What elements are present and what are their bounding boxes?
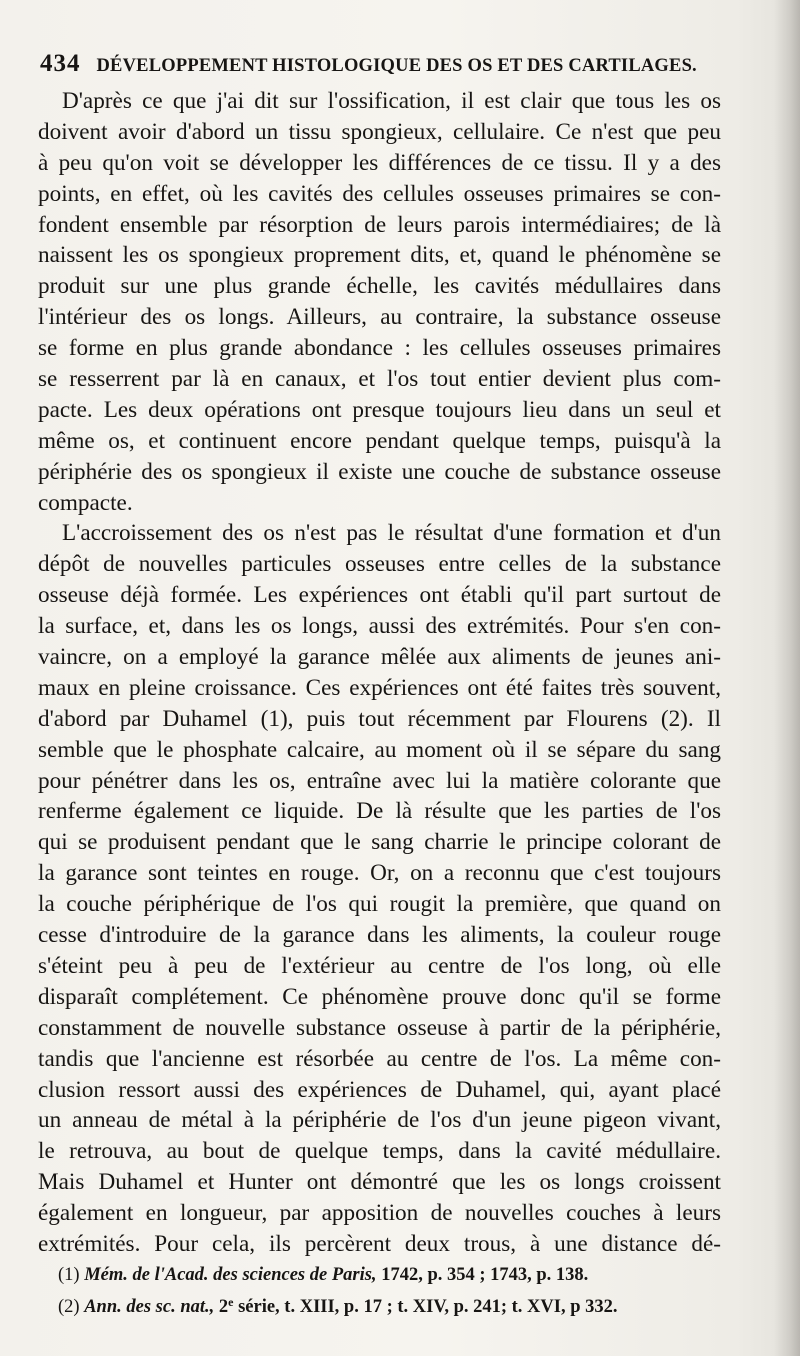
text-line: semble que le phosphate calcaire, au moment où il se sépare du sang	[38, 736, 721, 763]
footnotes	[58, 1262, 723, 1321]
text-line: pacte. Les deux opérations ont presque toujours lieu dans un seul et	[38, 396, 721, 423]
footnote-superscript: e	[228, 1295, 234, 1309]
text-line: fondent ensemble par résorption de leurs parois intermédiaires; de là	[38, 211, 721, 238]
text-line: D'après ce que j'ai dit sur l'ossification, il est clair que tous les os	[62, 88, 721, 114]
text-line: la garance sont teintes en rouge. Or, on a reconnu que c'est toujours	[38, 860, 721, 887]
text-line: osseuse déjà formée. Les expériences ont établi qu'il part surtout de	[38, 582, 721, 609]
text-line: extrémités. Pour cela, ils percèrent deux trous, à une distance dé-	[38, 1230, 721, 1257]
text-line: à peu qu'on voit se développer les différences de ce tissu. Il y a des	[38, 149, 721, 176]
text-line: un anneau de métal à la périphérie de l'os d'un jeune pigeon vivant,	[38, 1107, 721, 1134]
text-line: se resserrent par là en canaux, et l'os tout entier devient plus com-	[38, 366, 721, 393]
text-line: vaincre, on a employé la garance mêlée aux aliments de jeunes ani-	[38, 644, 721, 671]
text-line: maux en pleine croissance. Ces expériences ont été faites très souvent,	[38, 674, 721, 701]
text-line: le retrouva, au bout de quelque temps, dans la cavité médullaire.	[38, 1138, 721, 1165]
text-line: compacte.	[38, 489, 133, 516]
text-line: s'éteint peu à peu de l'extérieur au centre de l'os long, où elle	[38, 952, 721, 979]
text-line: qui se produisent pendant que le sang charrie le principe colorant de	[38, 829, 721, 856]
footnote-1	[58, 1262, 723, 1289]
text-line: doivent avoir d'abord un tissu spongieux, cellulaire. Ce n'est que peu	[38, 118, 721, 145]
text-line: périphérie des os spongieux il existe une couche de substance osseuse	[38, 458, 721, 485]
page-header	[40, 50, 700, 82]
text-line: même os, et continuent encore pendant quelque temps, puisqu'à la	[38, 427, 721, 454]
text-line: également en longueur, par apposition de nouvelles couches à leurs	[38, 1200, 721, 1227]
text-line: renferme également ce liquide. De là résulte que les parties de l'os	[38, 798, 721, 825]
footnote-details: 1742, p. 354 ; 1743, p. 138.	[381, 1265, 589, 1285]
footnote-source: Mém. de l'Acad. des sciences de Paris,	[84, 1265, 377, 1285]
text-line: naissent les os spongieux proprement dits, et, quand le phénomène se	[38, 242, 721, 269]
body-text	[38, 86, 721, 1260]
text-line: cesse d'introduire de la garance dans les aliments, la couleur rouge	[38, 922, 721, 949]
footnote-2	[58, 1289, 723, 1321]
page-edge-shadow	[774, 0, 800, 1356]
text-line: points, en effet, où les cavités des cellules osseuses primaires se con-	[38, 180, 721, 207]
text-line: pour pénétrer dans les os, entraîne avec lui la matière colorante que	[38, 767, 721, 794]
footnote-details-cont: série, t. XIII, p. 17 ; t. XIV, p. 241; t. XVI, p 332.	[233, 1297, 618, 1317]
text-line: clusion ressort aussi des expériences de Duhamel, qui, ayant placé	[38, 1076, 721, 1103]
text-line: d'abord par Duhamel (1), puis tout récemment par Flourens (2). Il	[38, 705, 721, 732]
footnote-marker: (1)	[58, 1265, 80, 1285]
running-title: DÉVELOPPEMENT HISTOLOGIQUE DES OS ET DES CARTILAGES.	[96, 56, 697, 76]
footnote-marker: (2)	[58, 1297, 80, 1317]
page-number: 434	[40, 50, 81, 77]
text-line: tandis que l'ancienne est résorbée au centre de l'os. La même con-	[38, 1045, 721, 1072]
text-line: disparaît complétement. Ce phénomène prouve donc qu'il se forme	[38, 983, 721, 1010]
text-line: Mais Duhamel et Hunter ont démontré que les os longs croissent	[38, 1169, 721, 1196]
text-line: se forme en plus grande abondance : les cellules osseuses primaires	[38, 335, 721, 362]
text-line: la couche périphérique de l'os qui rougit la première, que quand on	[38, 891, 721, 918]
text-line: L'accroissement des os n'est pas le résultat d'une formation et d'un	[62, 520, 721, 547]
footnote-details: 2	[218, 1297, 229, 1317]
text-line: l'intérieur des os longs. Ailleurs, au contraire, la substance osseuse	[38, 304, 721, 331]
text-line: dépôt de nouvelles particules osseuses entre celles de la substance	[38, 551, 721, 578]
footnote-source: Ann. des sc. nat.,	[84, 1297, 215, 1317]
text-line: produit sur une plus grande échelle, les cavités médullaires dans	[38, 273, 721, 300]
text-line: la surface, et, dans les os longs, aussi des extrémités. Pour s'en con-	[38, 613, 721, 640]
text-line: constamment de nouvelle substance osseuse à partir de la périphérie,	[38, 1014, 721, 1041]
